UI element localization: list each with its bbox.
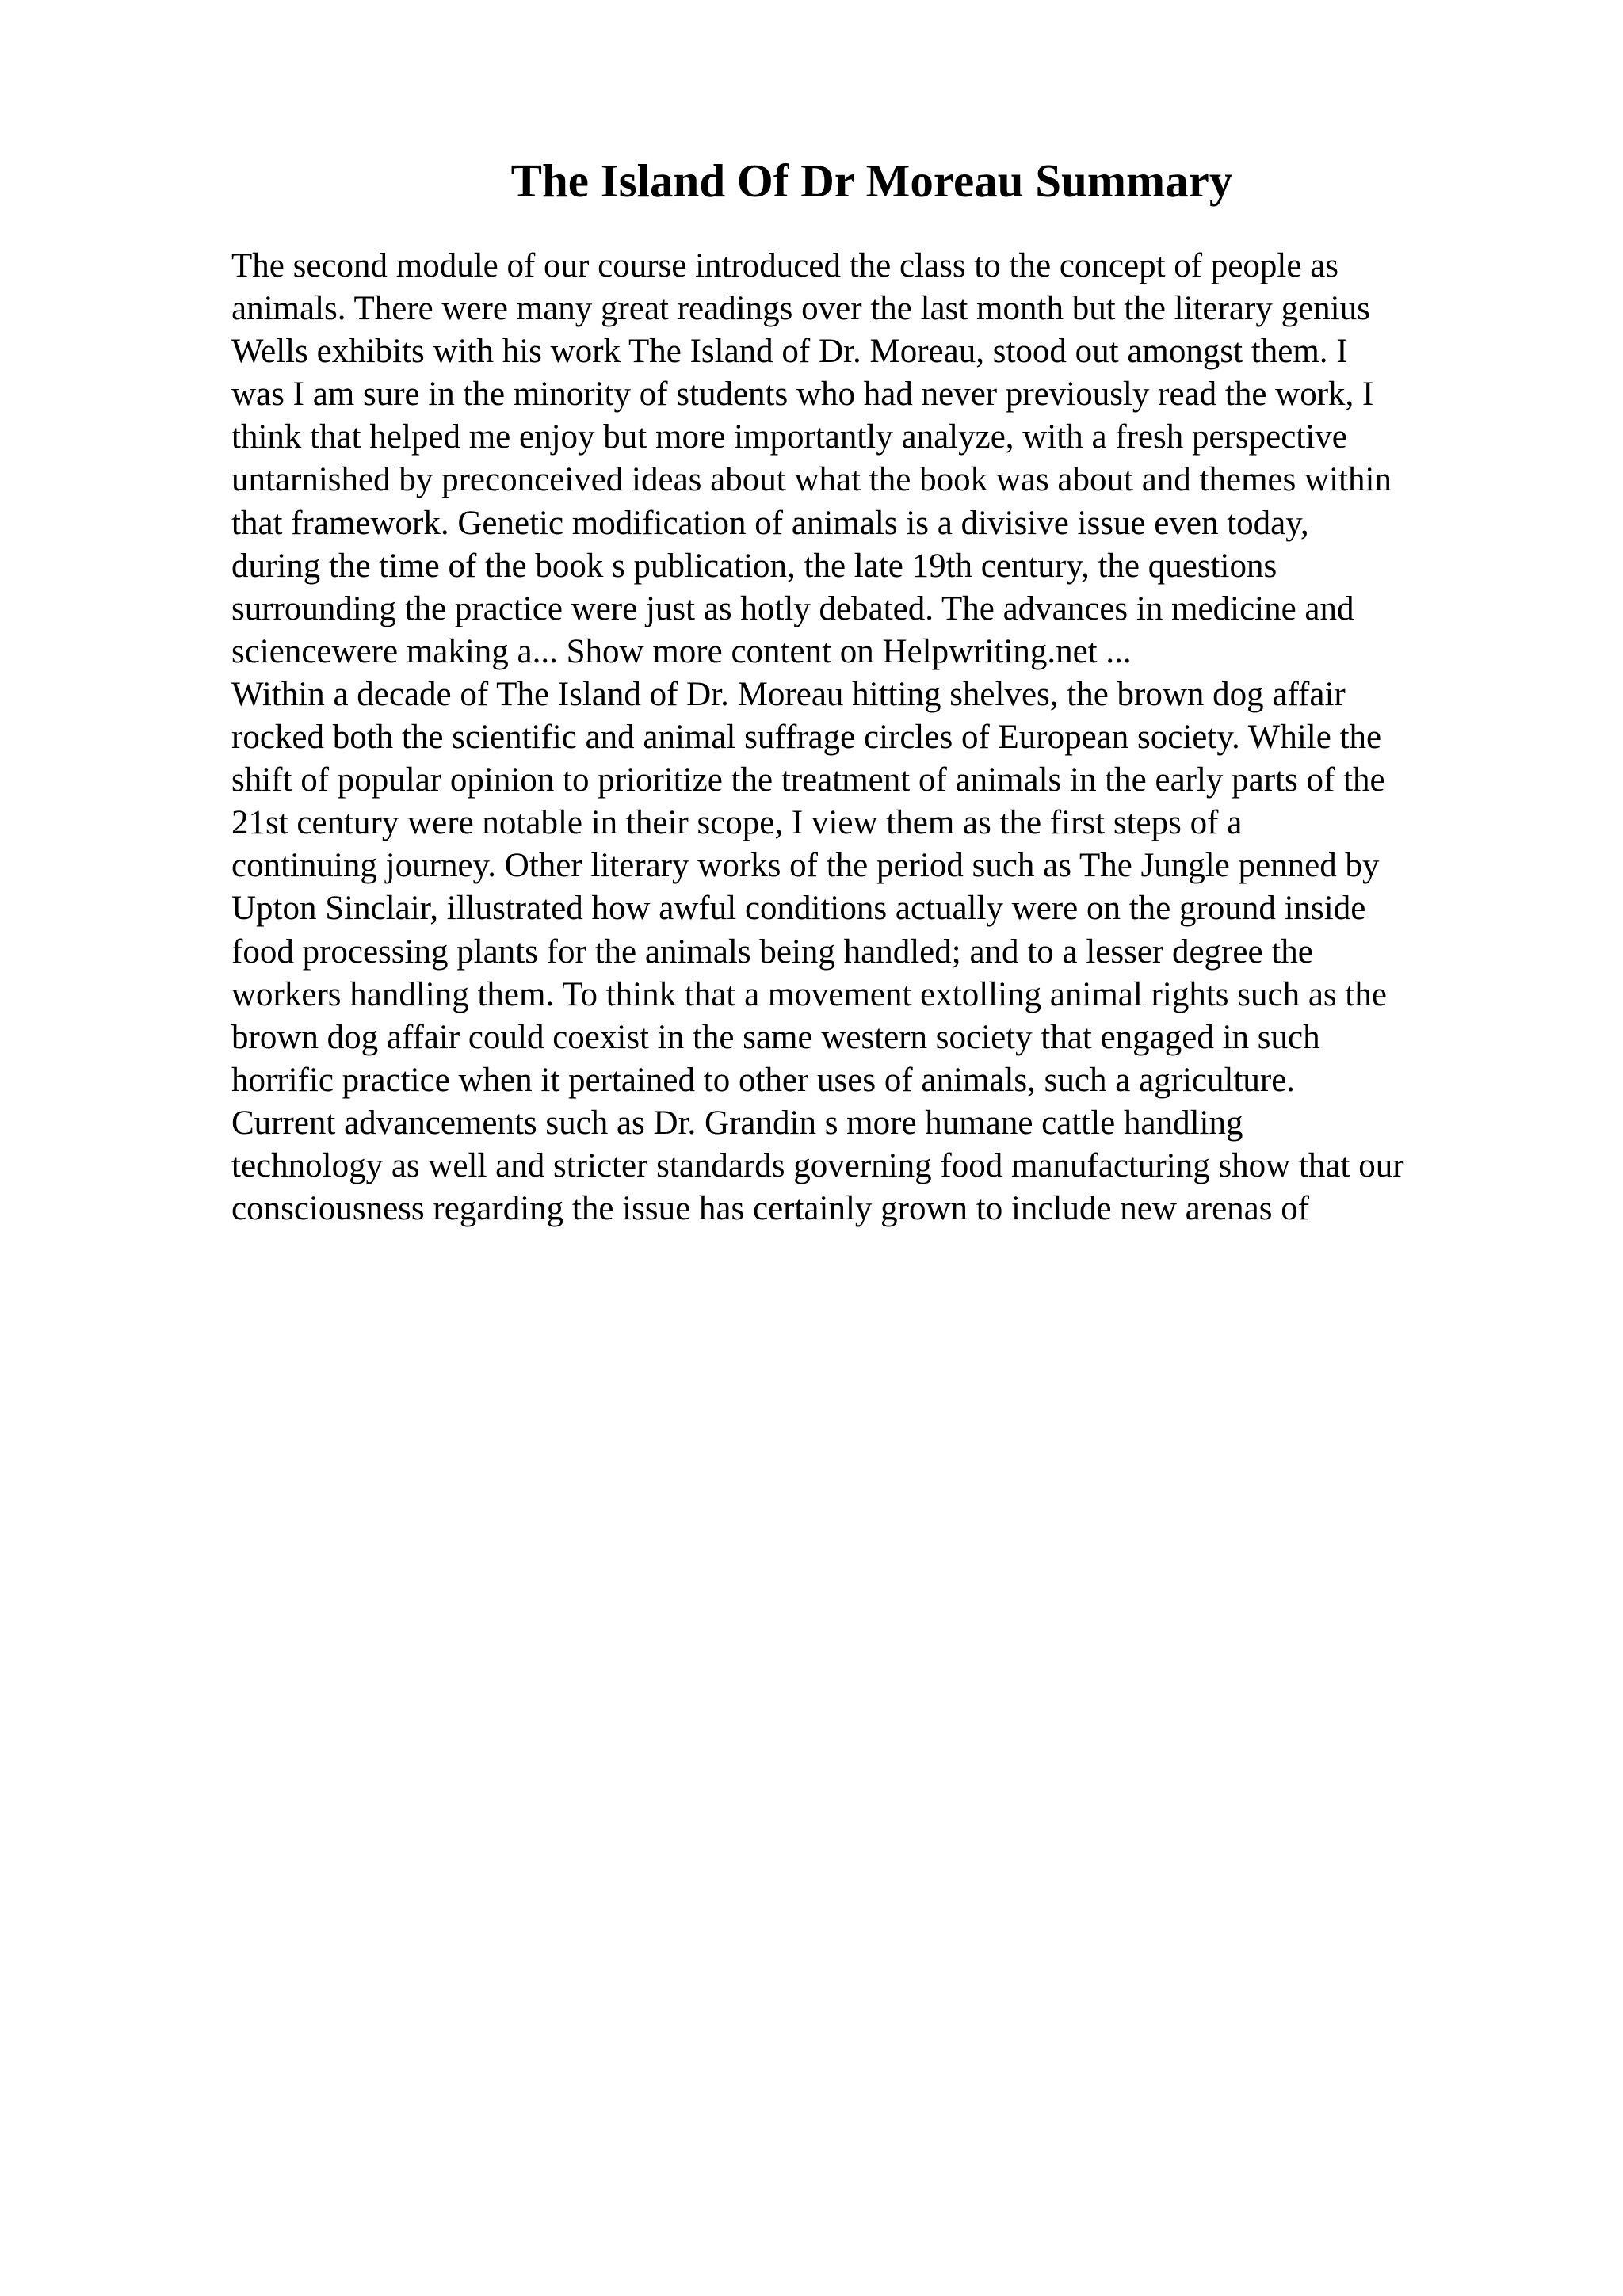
document-body (231, 245, 1610, 1230)
body-line: surrounding the practice were just as hotly debated. The advances in medicine and (231, 589, 1354, 627)
body-line: continuing journey. Other literary works of the period such as The Jungle penned by (231, 847, 1380, 885)
body-line: think that helped me enjoy but more importantly analyze, with a fresh perspective (231, 418, 1347, 456)
body-line: animals. There were many great readings over the last month but the literary genius (231, 290, 1370, 328)
body-line: technology as well and stricter standards governing food manufacturing show that our (231, 1146, 1404, 1184)
document-title: The Island Of Dr Moreau Summary (510, 154, 1233, 207)
body-line: during the time of the book s publication, the late 19th century, the questions (231, 547, 1277, 585)
body-line: Wells exhibits with his work The Island of Dr. Moreau, stood out amongst them. I (231, 333, 1348, 371)
body-line: Current advancements such as Dr. Grandin s more humane cattle handling (231, 1104, 1243, 1142)
body-line: food processing plants for the animals being handled; and to a lesser degree the (231, 933, 1313, 971)
body-line: rocked both the scientific and animal suffrage circles of European society. While the (231, 719, 1382, 757)
body-line: horrific practice when it pertained to other uses of animals, such a agriculture. (231, 1061, 1296, 1099)
body-line: that framework. Genetic modification of animals is a divisive issue even today, (231, 504, 1309, 542)
body-line: shift of popular opinion to prioritize the treatment of animals in the early parts of the (231, 761, 1385, 799)
body-line: The second module of our course introduced the class to the concept of people as (231, 247, 1339, 284)
body-line: was I am sure in the minority of students who had never previously read the work, I (231, 376, 1374, 414)
body-line: 21st century were notable in their scope, I view them as the first steps of a (231, 804, 1243, 842)
body-line: workers handling them. To think that a movement extolling animal rights such as the (231, 975, 1387, 1013)
body-line: Upton Sinclair, illustrated how awful conditions actually were on the ground inside (231, 890, 1366, 928)
body-line: Within a decade of The Island of Dr. Moreau hitting shelves, the brown dog affair (231, 675, 1346, 713)
body-line: consciousness regarding the issue has certainly grown to include new arenas of (231, 1190, 1310, 1228)
body-line: untarnished by preconceived ideas about what the book was about and themes within (231, 461, 1392, 499)
body-line: brown dog affair could coexist in the same western society that engaged in such (231, 1018, 1320, 1056)
body-line: sciencewere making a... Show more content on Helpwriting.net ... (231, 632, 1132, 670)
